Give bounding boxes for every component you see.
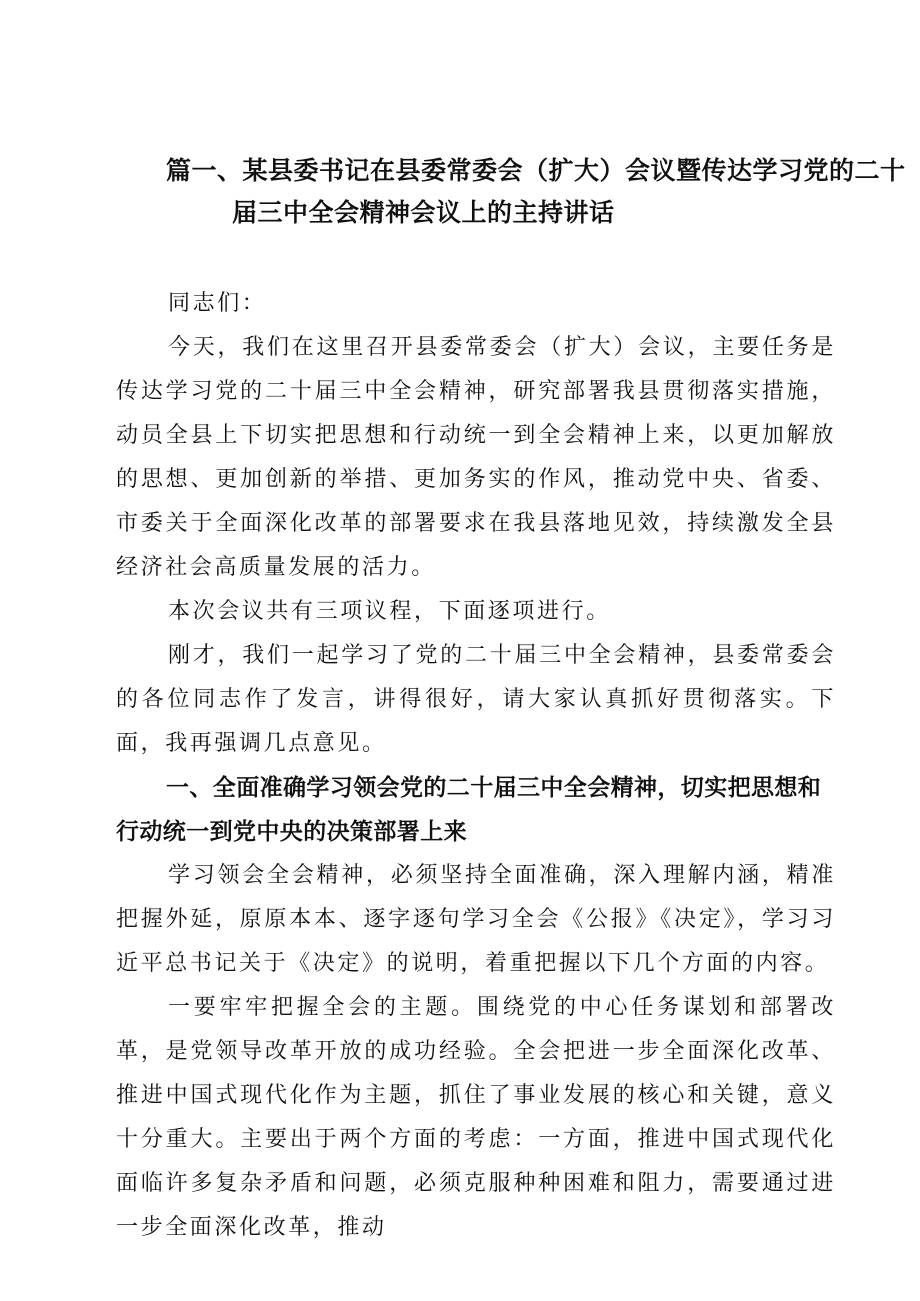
paragraph-summary: 刚才，我们一起学习了党的二十届三中全会精神，县委常委会的各位同志作了发言，讲得很好，请大家认真抓好贯彻落实。下面，我再强调几点意见。 [116, 643, 836, 756]
greeting: 同志们： [168, 291, 267, 316]
title-line-2: 届三中全会精神会议上的主持讲话 [232, 198, 615, 227]
title-line-1: 篇一、某县委书记在县委常委会（扩大）会议暨传达学习党的二十 [166, 156, 906, 185]
section-heading-1: 一、全面准确学习领会党的二十届三中全会精神，切实把思想和行动统一到党中央的决策部署上来 [116, 775, 822, 845]
paragraph-study: 学习领会全会精神，必须坚持全面准确，深入理解内涵，精准把握外延，原原本本、逐字逐句学习全会《公报》《决定》，学习习近平总书记关于《决定》的说明，着重把握以下几个方面的内容。 [116, 863, 836, 976]
paragraph-theme: 一要牢牢把握全会的主题。围绕党的中心任务谋划和部署改革，是党领导改革开放的成功经验。全会把进一步全面深化改革、推进中国式现代化作为主题，抓住了事业发展的核心和关键，意义十分重大。主要出于两个方面的考虑：一方面，推进中国式现代化面临许多复杂矛盾和问题，必须克服种种困难和阻力，需要通过进一步全面深化改革，推动 [116, 995, 836, 1240]
paragraph-agenda: 本次会议共有三项议程，下面逐项进行。 [168, 599, 611, 624]
paragraph-intro: 今天，我们在这里召开县委常委会（扩大）会议，主要任务是传达学习党的二十届三中全会精神，研究部署我县贯彻落实措施，动员全县上下切实把思想和行动统一到全会精神上来，以更加解放的思想、更加创新的举措、更加务实的作风，推动党中央、省委、市委关于全面深化改革的部署要求在我县落地见效，持续激发全县经济社会高质量发展的活力。 [116, 335, 836, 580]
document-body [116, 282, 836, 1250]
document-title [150, 150, 906, 234]
